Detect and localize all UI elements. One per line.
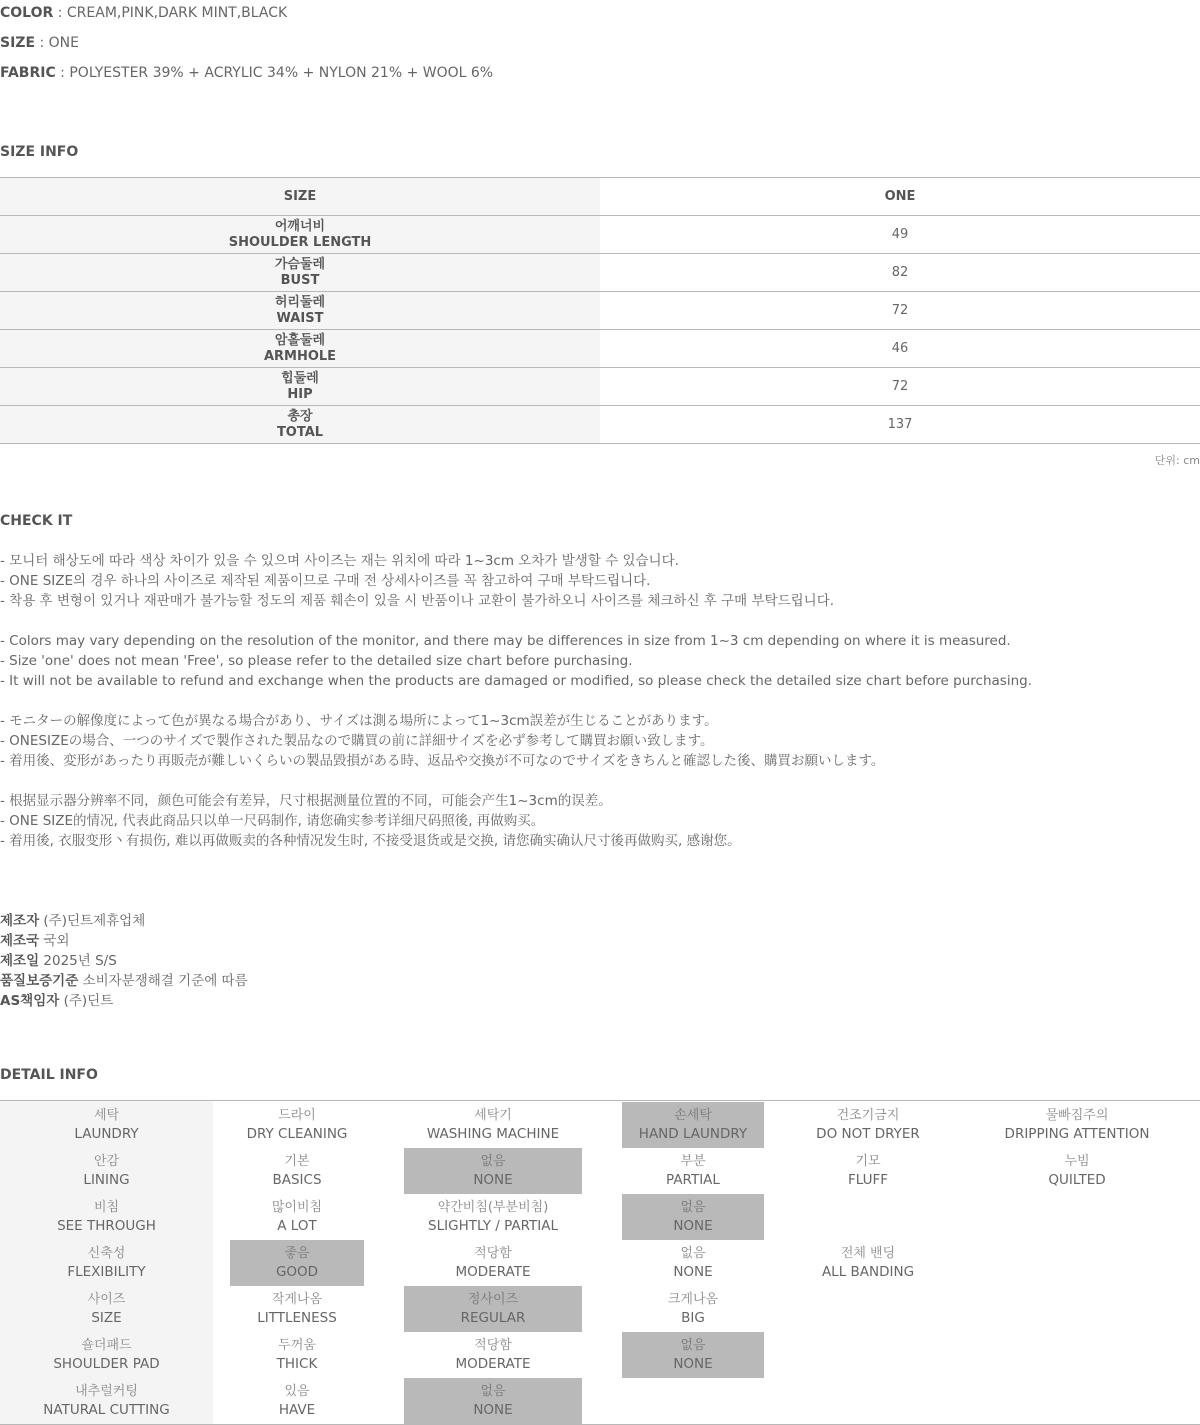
detail-label-ko: 신축성 <box>87 1246 126 1261</box>
detail-option-ko: 부분 <box>680 1154 706 1169</box>
size-row-value: 72 <box>891 303 909 318</box>
detail-option <box>230 1378 364 1424</box>
detail-option-ko: 없음 <box>680 1200 706 1215</box>
detail-option-en: A LOT <box>277 1218 317 1234</box>
detail-option <box>230 1286 364 1332</box>
detail-option-ko: 두꺼움 <box>278 1338 316 1353</box>
size-row-label-ko: 힙둘레 <box>281 370 319 386</box>
size-row <box>0 330 1200 368</box>
detail-option <box>404 1102 582 1148</box>
detail-option-en: QUILTED <box>1048 1172 1106 1188</box>
detail-row-label <box>0 1378 213 1424</box>
detail-option-en: PARTIAL <box>666 1172 720 1188</box>
size-row-label-en: TOTAL <box>276 424 324 440</box>
detail-option-en: BIG <box>681 1310 705 1326</box>
detail-option <box>404 1194 582 1240</box>
size-row-value: 82 <box>891 265 909 280</box>
detail-option-en: HAND LAUNDRY <box>638 1126 748 1142</box>
detail-option-selected <box>404 1286 582 1332</box>
detail-label-en: FLEXIBILITY <box>67 1264 146 1280</box>
size-spec <box>0 33 79 53</box>
detail-label-ko: 내추럴커팅 <box>75 1384 138 1399</box>
color-label: COLOR <box>0 5 54 21</box>
fabric-spec <box>0 63 493 83</box>
detail-option-ko: 있음 <box>284 1384 310 1399</box>
detail-option <box>622 1286 764 1332</box>
detail-label-en: SIZE <box>91 1310 122 1326</box>
detail-option-en: NONE <box>673 1356 713 1372</box>
detail-option-en: ALL BANDING <box>821 1264 915 1280</box>
note-line: - ONE SIZE의 경우 하나의 사이즈로 제작된 제품이므로 구매 전 상세사이즈를 꼭 참고하여 구매 부탁드립니다. <box>0 573 651 589</box>
mfr-value: 국외 <box>39 933 70 949</box>
size-row-value: 49 <box>891 227 909 242</box>
check-it-title: CHECK IT <box>0 513 73 529</box>
detail-option-ko: 누빔 <box>1064 1154 1090 1169</box>
detail-label-en: LINING <box>83 1172 130 1188</box>
mfr-label: 품질보증기준 <box>0 973 79 989</box>
detail-row-label <box>0 1240 213 1286</box>
size-row-label <box>0 292 600 329</box>
detail-option-en: REGULAR <box>460 1310 526 1326</box>
detail-option-ko: 약간비침(부분비침) <box>437 1200 549 1215</box>
mfr-label: 제조일 <box>0 953 40 969</box>
size-row <box>0 216 1200 254</box>
mfr-label: 제조국 <box>0 933 40 949</box>
detail-option <box>404 1240 582 1286</box>
detail-option-en: NONE <box>473 1172 513 1188</box>
size-row-label-en: HIP <box>287 386 313 402</box>
mfr-label: 제조자 <box>0 913 40 929</box>
detail-row-label <box>0 1148 213 1194</box>
detail-option-en: NONE <box>473 1402 513 1418</box>
size-table <box>0 177 1200 444</box>
size-row-label-ko: 어깨너비 <box>274 218 326 234</box>
detail-option-ko: 많이비침 <box>271 1200 323 1215</box>
detail-option <box>230 1148 364 1194</box>
size-row-label-ko: 가슴둘레 <box>274 256 326 272</box>
manufacturer-info <box>0 911 248 1011</box>
size-row <box>0 368 1200 406</box>
detail-option-ko: 없음 <box>680 1246 706 1261</box>
detail-option-en: GOOD <box>275 1264 319 1280</box>
detail-label-en: SEE THROUGH <box>57 1218 156 1234</box>
detail-option-ko: 작게나옴 <box>271 1292 323 1307</box>
size-row-label-en: BUST <box>280 272 320 288</box>
detail-option-ko: 없음 <box>480 1384 506 1399</box>
size-row-label-en: WAIST <box>276 310 324 326</box>
detail-row-label <box>0 1194 213 1240</box>
note-line: - ONE SIZE的情况, 代表此商品只以单一尺码制作, 请您确实参考详细尺码照後, 再做购买。 <box>0 813 545 829</box>
detail-option-ko: 건조기금지 <box>836 1108 900 1123</box>
mfr-row <box>0 911 248 931</box>
detail-option-en: SLIGHTLY / PARTIAL <box>428 1218 558 1234</box>
detail-option-en: DO NOT DRYER <box>816 1126 920 1142</box>
mfr-label: AS책임자 <box>0 993 60 1009</box>
size-row-value: 137 <box>887 417 913 432</box>
detail-option-ko: 세탁기 <box>474 1108 512 1123</box>
size-row-label-ko: 총장 <box>287 408 313 424</box>
detail-option <box>230 1332 364 1378</box>
note-line: - 착용 후 변형이 있거나 재판매가 불가능할 정도의 제품 훼손이 있을 시 반품이나 교환이 불가하오니 사이즈를 체크하신 후 구매 부탁드립니다. <box>0 593 835 609</box>
detail-option-ko: 없음 <box>480 1154 506 1169</box>
note-line: - 着用後、変形があったり再販売が難しいくらいの製品毀損がある時、返品や交換が不可なのでサイズをきちんと確認した後、購買お願いします。 <box>0 753 885 769</box>
detail-option-en: DRIPPING ATTENTION <box>1004 1126 1150 1142</box>
detail-option-ko: 물빠짐주의 <box>1045 1108 1109 1123</box>
size-header-one: ONE <box>884 189 916 204</box>
detail-option-en: BASICS <box>272 1172 322 1188</box>
size-row <box>0 292 1200 330</box>
detail-row-label <box>0 1102 213 1148</box>
detail-label-ko: 사이즈 <box>87 1292 126 1307</box>
detail-option-ko: 정사이즈 <box>467 1292 519 1307</box>
mfr-row <box>0 951 248 971</box>
note-line: - 모니터 해상도에 따라 색상 차이가 있을 수 있으며 사이즈는 재는 위치에 따라 1~3cm 오차가 발생할 수 있습니다. <box>0 553 679 569</box>
size-table-header <box>0 178 1200 216</box>
detail-option <box>404 1332 582 1378</box>
detail-option-selected <box>404 1378 582 1424</box>
detail-option <box>997 1148 1157 1194</box>
check-it-notes <box>0 551 1032 851</box>
detail-option <box>788 1102 948 1148</box>
mfr-value: (주)딘트 <box>59 993 114 1009</box>
detail-option <box>230 1194 364 1240</box>
detail-option-en: FLUFF <box>847 1172 889 1188</box>
note-line: - It will not be available to refund and exchange when the products are damaged or modified, so please check the detailed size chart before purchasing. <box>0 673 1032 689</box>
detail-option-selected <box>622 1194 764 1240</box>
detail-option <box>622 1148 764 1194</box>
detail-option-en: MODERATE <box>455 1356 531 1372</box>
detail-option-en: NONE <box>673 1264 713 1280</box>
detail-row-label <box>0 1286 213 1332</box>
detail-label-en: LAUNDRY <box>74 1126 139 1142</box>
unit-note: 단위: cm <box>1154 454 1200 467</box>
size-label: SIZE <box>0 35 36 51</box>
detail-label-ko: 세탁 <box>93 1108 120 1123</box>
size-row-label <box>0 368 600 405</box>
fabric-label: FABRIC <box>0 65 56 81</box>
mfr-row <box>0 991 248 1011</box>
detail-label-ko: 안감 <box>93 1154 120 1169</box>
size-row-label-en: ARMHOLE <box>263 348 337 364</box>
fabric-value: : POLYESTER 39% + ACRYLIC 34% + NYLON 21% + WOOL 6% <box>55 65 494 81</box>
detail-label-ko: 비침 <box>93 1200 120 1215</box>
note-line: - Size 'one' does not mean 'Free', so please refer to the detailed size chart before purchasing. <box>0 653 633 669</box>
detail-option <box>788 1148 948 1194</box>
size-header-label: SIZE <box>0 178 600 215</box>
color-spec <box>0 3 287 23</box>
detail-label-en: SHOULDER PAD <box>53 1356 160 1372</box>
detail-option-ko: 손세탁 <box>674 1108 712 1123</box>
size-row-value: 72 <box>891 379 909 394</box>
detail-option-ko: 드라이 <box>278 1108 316 1123</box>
detail-option-en: WASHING MACHINE <box>426 1126 560 1142</box>
detail-label-en: NATURAL CUTTING <box>43 1402 170 1418</box>
size-info-title: SIZE INFO <box>0 144 79 160</box>
detail-option-selected <box>404 1148 582 1194</box>
detail-option <box>622 1240 764 1286</box>
detail-label-ko: 숄더패드 <box>81 1338 132 1353</box>
note-line: - 根据显示器分辨率不同，颜色可能会有差异，尺寸根据测量位置的不同，可能会产生1~3cm的误差。 <box>0 793 612 809</box>
detail-option-ko: 기모 <box>855 1154 881 1169</box>
detail-option-ko: 없음 <box>680 1338 706 1353</box>
detail-option-ko: 좋음 <box>284 1246 310 1261</box>
detail-option-selected <box>622 1332 764 1378</box>
detail-option-selected <box>230 1240 364 1286</box>
size-row <box>0 254 1200 292</box>
detail-option-ko: 기본 <box>284 1154 310 1169</box>
note-line: - 着用後, 衣服变形丶有损伤, 难以再做贩卖的各种情况发生时, 不接受退货或是交换, 请您确实确认尺寸後再做购买, 感谢您。 <box>0 833 741 849</box>
detail-option-ko: 적당함 <box>474 1338 512 1353</box>
detail-option-ko: 크게나옴 <box>667 1292 719 1307</box>
detail-option-en: LITTLENESS <box>257 1310 337 1326</box>
mfr-row <box>0 931 248 951</box>
detail-option-ko: 적당함 <box>474 1246 512 1261</box>
notes-english <box>0 631 1032 691</box>
color-value: : CREAM,PINK,DARK MINT,BLACK <box>53 5 288 21</box>
detail-table <box>0 1100 1200 1425</box>
mfr-row <box>0 971 248 991</box>
detail-option-en: DRY CLEANING <box>246 1126 348 1142</box>
notes-japanese <box>0 711 1032 771</box>
size-row-label <box>0 216 600 253</box>
size-value: : ONE <box>35 35 79 51</box>
detail-option <box>788 1240 948 1286</box>
size-row-value: 46 <box>891 341 909 356</box>
detail-option-selected <box>622 1102 764 1148</box>
detail-option-en: NONE <box>673 1218 713 1234</box>
mfr-value: 2025년 S/S <box>39 953 117 969</box>
detail-option-en: MODERATE <box>455 1264 531 1280</box>
detail-info-title: DETAIL INFO <box>0 1067 98 1083</box>
size-row <box>0 406 1200 444</box>
mfr-value: (주)딘트제휴업체 <box>39 913 146 929</box>
note-line: - ONESIZEの場合、一つのサイズで製作された製品なので購買の前に詳細サイズを必ず参考して購買お願い致します。 <box>0 733 714 749</box>
note-line: - モニターの解像度によって色が異なる場合があり、サイズは測る場所によって1~3cm誤差が生じることがあります。 <box>0 713 718 729</box>
detail-option-en: HAVE <box>278 1402 316 1418</box>
size-row-label <box>0 406 600 443</box>
mfr-value: 소비자분쟁해결 기준에 따름 <box>78 973 248 989</box>
size-row-label-ko: 암홀둘레 <box>274 332 326 348</box>
notes-korean <box>0 551 1032 611</box>
detail-option-en: THICK <box>276 1356 318 1372</box>
size-row-label-en: SHOULDER LENGTH <box>228 234 372 250</box>
size-row-label <box>0 254 600 291</box>
detail-option <box>230 1102 364 1148</box>
size-row-label-ko: 허리둘레 <box>274 294 326 310</box>
size-row-label <box>0 330 600 367</box>
detail-option <box>997 1102 1157 1148</box>
notes-chinese <box>0 791 1032 851</box>
detail-row-label <box>0 1332 213 1378</box>
note-line: - Colors may vary depending on the resolution of the monitor, and there may be differences in size from 1~3 cm depending on where it is measured. <box>0 633 1011 649</box>
detail-option-ko: 전체 밴딩 <box>840 1246 896 1261</box>
